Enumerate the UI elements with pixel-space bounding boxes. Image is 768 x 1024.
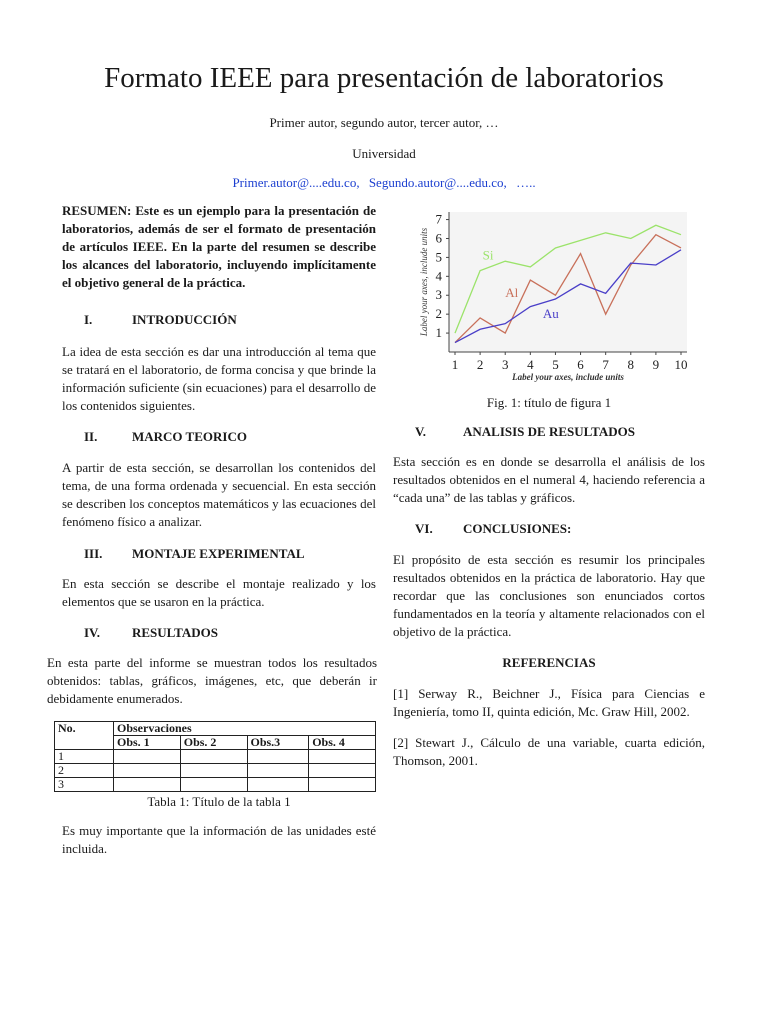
figure-caption: Fig. 1: título de figura 1 xyxy=(486,395,612,410)
y-tick-label: 2 xyxy=(435,306,442,322)
left-column xyxy=(47,202,377,858)
university-line: Universidad xyxy=(352,146,416,161)
table-subheader: Obs.3 xyxy=(247,736,309,750)
x-tick-label: 3 xyxy=(501,357,509,372)
y-tick-label: 7 xyxy=(435,211,442,227)
table-cell xyxy=(180,778,247,792)
section-text-resultados: En esta parte del informe se muestran todos los resultados obtenidos: tablas, gráficos, imágenes, etc, que deberán ir debidamente enumerados. xyxy=(47,655,377,706)
email-link[interactable]: Primer.autor@....edu.co, xyxy=(232,175,360,190)
abstract: RESUMEN: Este es un ejemplo para la presentación de laboratorios, además de ser el formato de presentación de artículos IEEE. En la parte del resumen se describe los alcances del laboratorio, incluyendo implícitamente el objetivo general de la práctica. xyxy=(62,203,376,290)
section-title: MONTAJE EXPERIMENTAL xyxy=(132,546,305,561)
x-tick-label: 7 xyxy=(602,357,609,372)
y-tick-label: 4 xyxy=(435,268,442,284)
y-tick-label: 3 xyxy=(435,287,442,303)
units-note: Es muy importante que la información de las unidades esté incluida. xyxy=(62,823,376,856)
references-title: REFERENCIAS xyxy=(502,655,596,670)
table-header-no: No. xyxy=(55,722,114,750)
reference-item: [1] Serway R., Beichner J., Física para Ciencias e Ingeniería, tomo II, quinta edición, Mc. Graw Hill, 2002. xyxy=(393,686,705,719)
table-cell xyxy=(247,764,309,778)
x-tick-label: 5 xyxy=(552,357,559,372)
email-link[interactable]: Segundo.autor@....edu.co, xyxy=(368,175,507,190)
table-cell xyxy=(309,764,376,778)
section-text-montaje: En esta sección se describe el montaje realizado y los elementos que se usaron en la práctica. xyxy=(62,576,376,609)
table-row xyxy=(55,750,376,764)
section-title: MARCO TEORICO xyxy=(132,429,247,444)
email-ellipsis: ….. xyxy=(516,175,536,190)
y-tick-label: 6 xyxy=(435,230,442,246)
paper-title: Formato IEEE para presentación de laboratorios xyxy=(104,62,664,94)
table-cell xyxy=(180,764,247,778)
table-cell xyxy=(114,764,181,778)
figure-line-chart xyxy=(393,202,705,388)
section-heading-conclusiones xyxy=(393,520,705,538)
table-cell xyxy=(180,750,247,764)
section-number: IV. xyxy=(84,625,101,640)
table-cell xyxy=(114,778,181,792)
authors-line: Primer autor, segundo autor, tercer autor, … xyxy=(269,115,499,130)
right-column xyxy=(393,202,705,770)
reference-item: [2] Stewart J., Cálculo de una variable, cuarta edición, Thomson, 2001. xyxy=(393,735,705,768)
x-tick-label: 9 xyxy=(652,357,660,372)
plot-area xyxy=(449,212,687,352)
section-title: RESULTADOS xyxy=(132,625,218,640)
y-tick-label: 1 xyxy=(435,325,442,341)
y-axis-label: Label your axes, include units xyxy=(419,227,429,337)
table-header-observaciones: Observaciones xyxy=(114,722,376,736)
x-tick-label: 6 xyxy=(577,357,584,372)
x-tick-label: 4 xyxy=(527,357,534,372)
section-heading-intro xyxy=(62,311,376,329)
section-heading-marco xyxy=(62,428,376,446)
section-heading-analisis xyxy=(393,423,705,441)
section-heading-montaje xyxy=(62,545,376,563)
section-number: V. xyxy=(415,424,426,439)
x-tick-label: 10 xyxy=(674,357,688,372)
section-heading-resultados xyxy=(62,624,376,642)
section-title: CONCLUSIONES: xyxy=(463,521,572,536)
section-number: III. xyxy=(84,546,103,561)
section-number: II. xyxy=(84,429,98,444)
section-text-conclusiones: El propósito de esta sección es resumir los principales resultados obtenidos en la práctica de laboratorio. Hay que recordar que las conclusiones son enunciados cortos fundamentados en la teoría y altamente relacionados con el objetivo de la práctica. xyxy=(393,552,705,639)
table-row-number: 2 xyxy=(55,764,114,778)
table-caption: Tabla 1: Título de la tabla 1 xyxy=(147,794,291,809)
table-cell xyxy=(247,778,309,792)
table-row-number: 3 xyxy=(55,778,114,792)
table-row-number: 1 xyxy=(55,750,114,764)
x-tick-label: 8 xyxy=(627,357,635,372)
table-subheader: Obs. 4 xyxy=(309,736,376,750)
section-text-marco: A partir de esta sección, se desarrollan los contenidos del tema, de una forma ordenada y secuencial. En esta sección se describen los conceptos matemáticos y las ecuaciones del fenómeno físico a analizar. xyxy=(62,460,376,529)
table-row xyxy=(55,778,376,792)
table-cell xyxy=(309,750,376,764)
y-tick-label: 5 xyxy=(435,249,442,265)
section-text-intro: La idea de esta sección es dar una introducción al tema que se tratará en el laboratorio, de forma concisa y que brinde la información suficiente (sin ecuaciones) para el desarrollo de los contenidos siguientes. xyxy=(62,344,376,413)
x-axis-label: Label your axes, include units xyxy=(512,372,624,382)
table-subheader: Obs. 2 xyxy=(180,736,247,750)
table-cell xyxy=(309,778,376,792)
table-row xyxy=(55,764,376,778)
series-label-si: Si xyxy=(482,247,494,263)
x-tick-label: 1 xyxy=(451,357,459,372)
x-tick-label: 2 xyxy=(476,357,484,372)
table-subheader: Obs. 1 xyxy=(114,736,181,750)
section-title: INTRODUCCIÓN xyxy=(132,312,237,327)
series-label-au: Au xyxy=(542,305,559,321)
series-label-al: Al xyxy=(505,285,519,301)
section-number: I. xyxy=(84,312,93,327)
section-text-analisis: Esta sección es en donde se desarrolla el análisis de los resultados obtenidos en el numeral 4, haciendo referencia a “cada una” de las tablas y gráficos. xyxy=(393,454,705,505)
section-number: VI. xyxy=(415,521,433,536)
table-cell xyxy=(114,750,181,764)
emails-line xyxy=(0,175,768,191)
section-title: ANALISIS DE RESULTADOS xyxy=(463,424,635,439)
table-cell xyxy=(247,750,309,764)
observations-table xyxy=(54,721,376,792)
